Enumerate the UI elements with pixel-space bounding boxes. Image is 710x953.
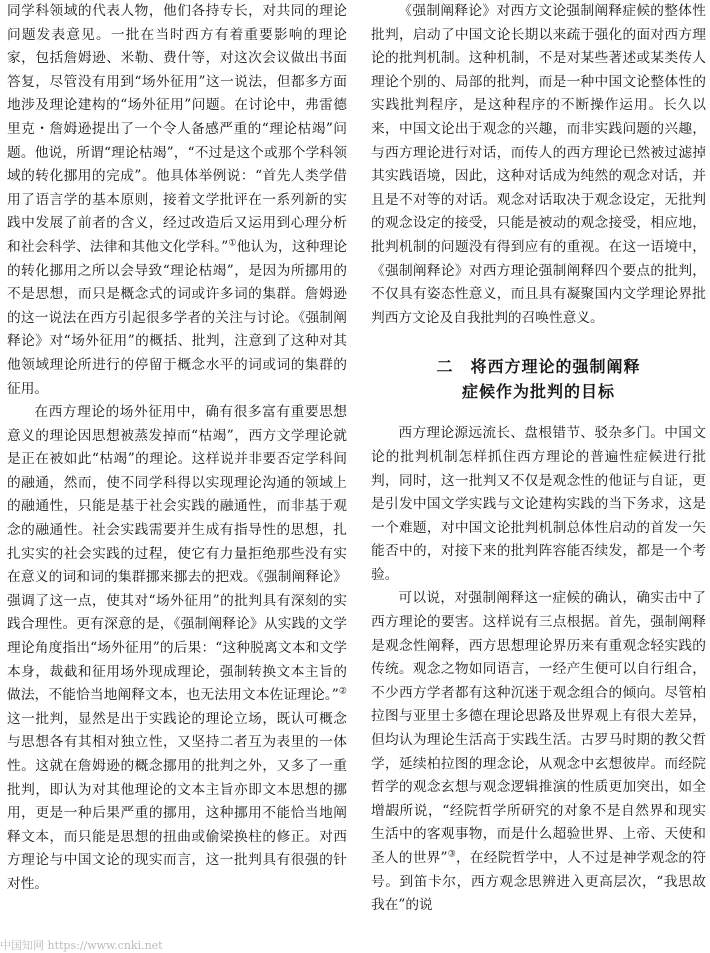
footnote-marker: ③ <box>447 849 456 860</box>
footer-watermark: 中国知网 https://www.cnki.net <box>0 939 163 952</box>
section-heading <box>371 354 706 404</box>
paragraph-text: 可以说，对强制阐释这一症候的确认，确实击中了西方理论的要害。这样说有三点根据。首先，强制阐释是观念性阐释，西方思想理论界历来有重观念轻实践的传统。观念之物如同语言，一经产生便可以自行组合，不少西方学者都有这种沉迷于观念组合的倾向。尽管柏拉图与亚里士多德在理论思路及世界观上有很大差异，但均认为理论生活高于实践生活。古罗马时期的教父哲学，延续柏拉图的理念论，从观念中玄想彼岸。而经院哲学的观念玄想与观念逻辑推演的性质更加突出，如全增嘏所说，“经院哲学所研究的对象不是自然界和现实生活中的客观事物，而是什么超验世界、上帝、天使和圣人的世界” <box>371 590 706 866</box>
footnote-marker: ① <box>228 238 237 249</box>
paragraph-continuation <box>7 0 347 401</box>
paragraph <box>371 0 706 330</box>
paragraph-text: 《强制阐释论》对西方文论强制阐释症候的整体性批判，启动了中国文论长期以来疏于强化的面对西方理论的批判机制。这种机制，不是对某些著述或某类传人理论个别的、局部的批判，而是一种中国文论整体性的实践批判程序，是这种程序的不断操作运用。长久以来，中国文论出于观念的兴趣，而非实践问题的兴趣，与西方理论进行对话，而传人的西方理论已然被过滤掉其实践语境，因此，这种对话成为纯然的观念对话，并且是不对等的对话。观念对话取决于观念设定，无批判的观念设定的接受，只能是被动的观念接受，相应地，批判机制的问题没有得到应有的重视。在这一语境中，《强制阐释论》对西方理论强制阐释四个要点的批判，不仅具有姿态性意义，而且具有凝聚国内文学理论界批判西方文论及自我批判的召唤性意义。 <box>371 3 706 326</box>
right-column <box>371 0 706 918</box>
footnote-marker: ② <box>338 686 347 697</box>
section-heading-line: 二 将西方理论的强制阐释 <box>436 357 641 377</box>
paragraph <box>371 422 706 587</box>
paragraph-text: 同学科领域的代表人物，他们各持专长，对共同的理论问题发表意见。一批在当时西方有着重要影响的理论家，包括詹姆逊、米勒、费什等，对这次会议做出书面答复，尽管没有用到“场外征用”这一说法，但都多方面地涉及理论建构的“场外征用”问题。在讨论中，弗雷德里克・詹姆逊提出了一个令人备感严重的“理论枯竭”问题。他说，所谓“理论枯竭”，“不过是这个或那个学科领域的转化挪用的完成”。他具体举例说：“首先人类学借用了语言学的基本原则，接着文学批评在一系列新的实践中发展了前者的含义，经过改造后又运用到心理分析和社会科学、法律和其他文化学科。” <box>7 3 347 255</box>
paragraph-text: 西方理论源远流长、盘根错节、驳杂多门。中国文论的批判机制怎样抓住西方理论的普遍性症候进行批判，同时，这一批判又不仅是观念性的他证与自证，更是引发中国文学实践与文论建构实践的当下务求，这是一个难题，对中国文论批判机制总体性启动的首发一矢能否中的，对接下来的批判阵容能否续发，都是一个考验。 <box>371 425 706 583</box>
paragraph-text: 在西方理论的场外征用中，确有很多富有重要思想意义的理论因思想被蒸发掉而“枯竭”，西方文学理论就是正在被如此“枯竭”的理论。这样说并非要否定学科间的融通，然而，使不同学科得以实现理论沟通的领域上的融通性，只能是基于社会实践的融通性，而非基于观念的融通性。社会实践需要并生成有指导性的思想，扎扎实实的社会实践的过程，使它有力量拒绝那些没有实在意义的词和词的集群挪来挪去的把戏。《强制阐释论》强调了这一点，使其对“场外征用”的批判具有深刻的实践合理性。更有深意的是，《强制阐释论》从实践的文学理论角度指出“场外征用”的后果：“这种脱离文本和文学本身，裁截和征用场外现成理论，强制转换文本主旨的做法，不能恰当地阐释文本，也无法用文本佐证理论。” <box>7 404 347 704</box>
paragraph-text: 这一批判，显然是出于实践论的理论立场，既认可概念与思想各有其相对独立性，又坚持二者互为表里的一体性。这就在詹姆逊的概念挪用的批判之外，又多了一重批判，即认为对其他理论的文本主旨亦即文本思想的挪用，更是一种后果严重的挪用，这种挪用不能恰当地阐释文本，而只能是思想的扭曲或偷梁换柱的修正。对西方理论与中国文论的现实而言，这一批判具有很强的针对性。 <box>7 710 347 892</box>
left-column <box>7 0 347 897</box>
paragraph <box>371 587 706 917</box>
paragraph-text: ，在经院哲学中，人不过是神学观念的符号。到笛卡尔，西方观念思辨进入更高层次，“我思故我在”的说 <box>371 850 706 914</box>
paragraph-text: 他认为，这种理论的转化挪用之所以会导致“理论枯竭”，是因为所挪用的不是思想，而只是概念式的词或许多词的集群。詹姆逊的这一说法在西方引起很多学者的关注与讨论。《强制阐释论》对“场外征用”的概括、批判，注意到了这种对其他领域理论所进行的停留于概念水平的词或词的集群的征用。 <box>7 238 347 397</box>
section-heading-line: 症候作为批判的目标 <box>461 382 615 402</box>
paragraph <box>7 401 347 896</box>
